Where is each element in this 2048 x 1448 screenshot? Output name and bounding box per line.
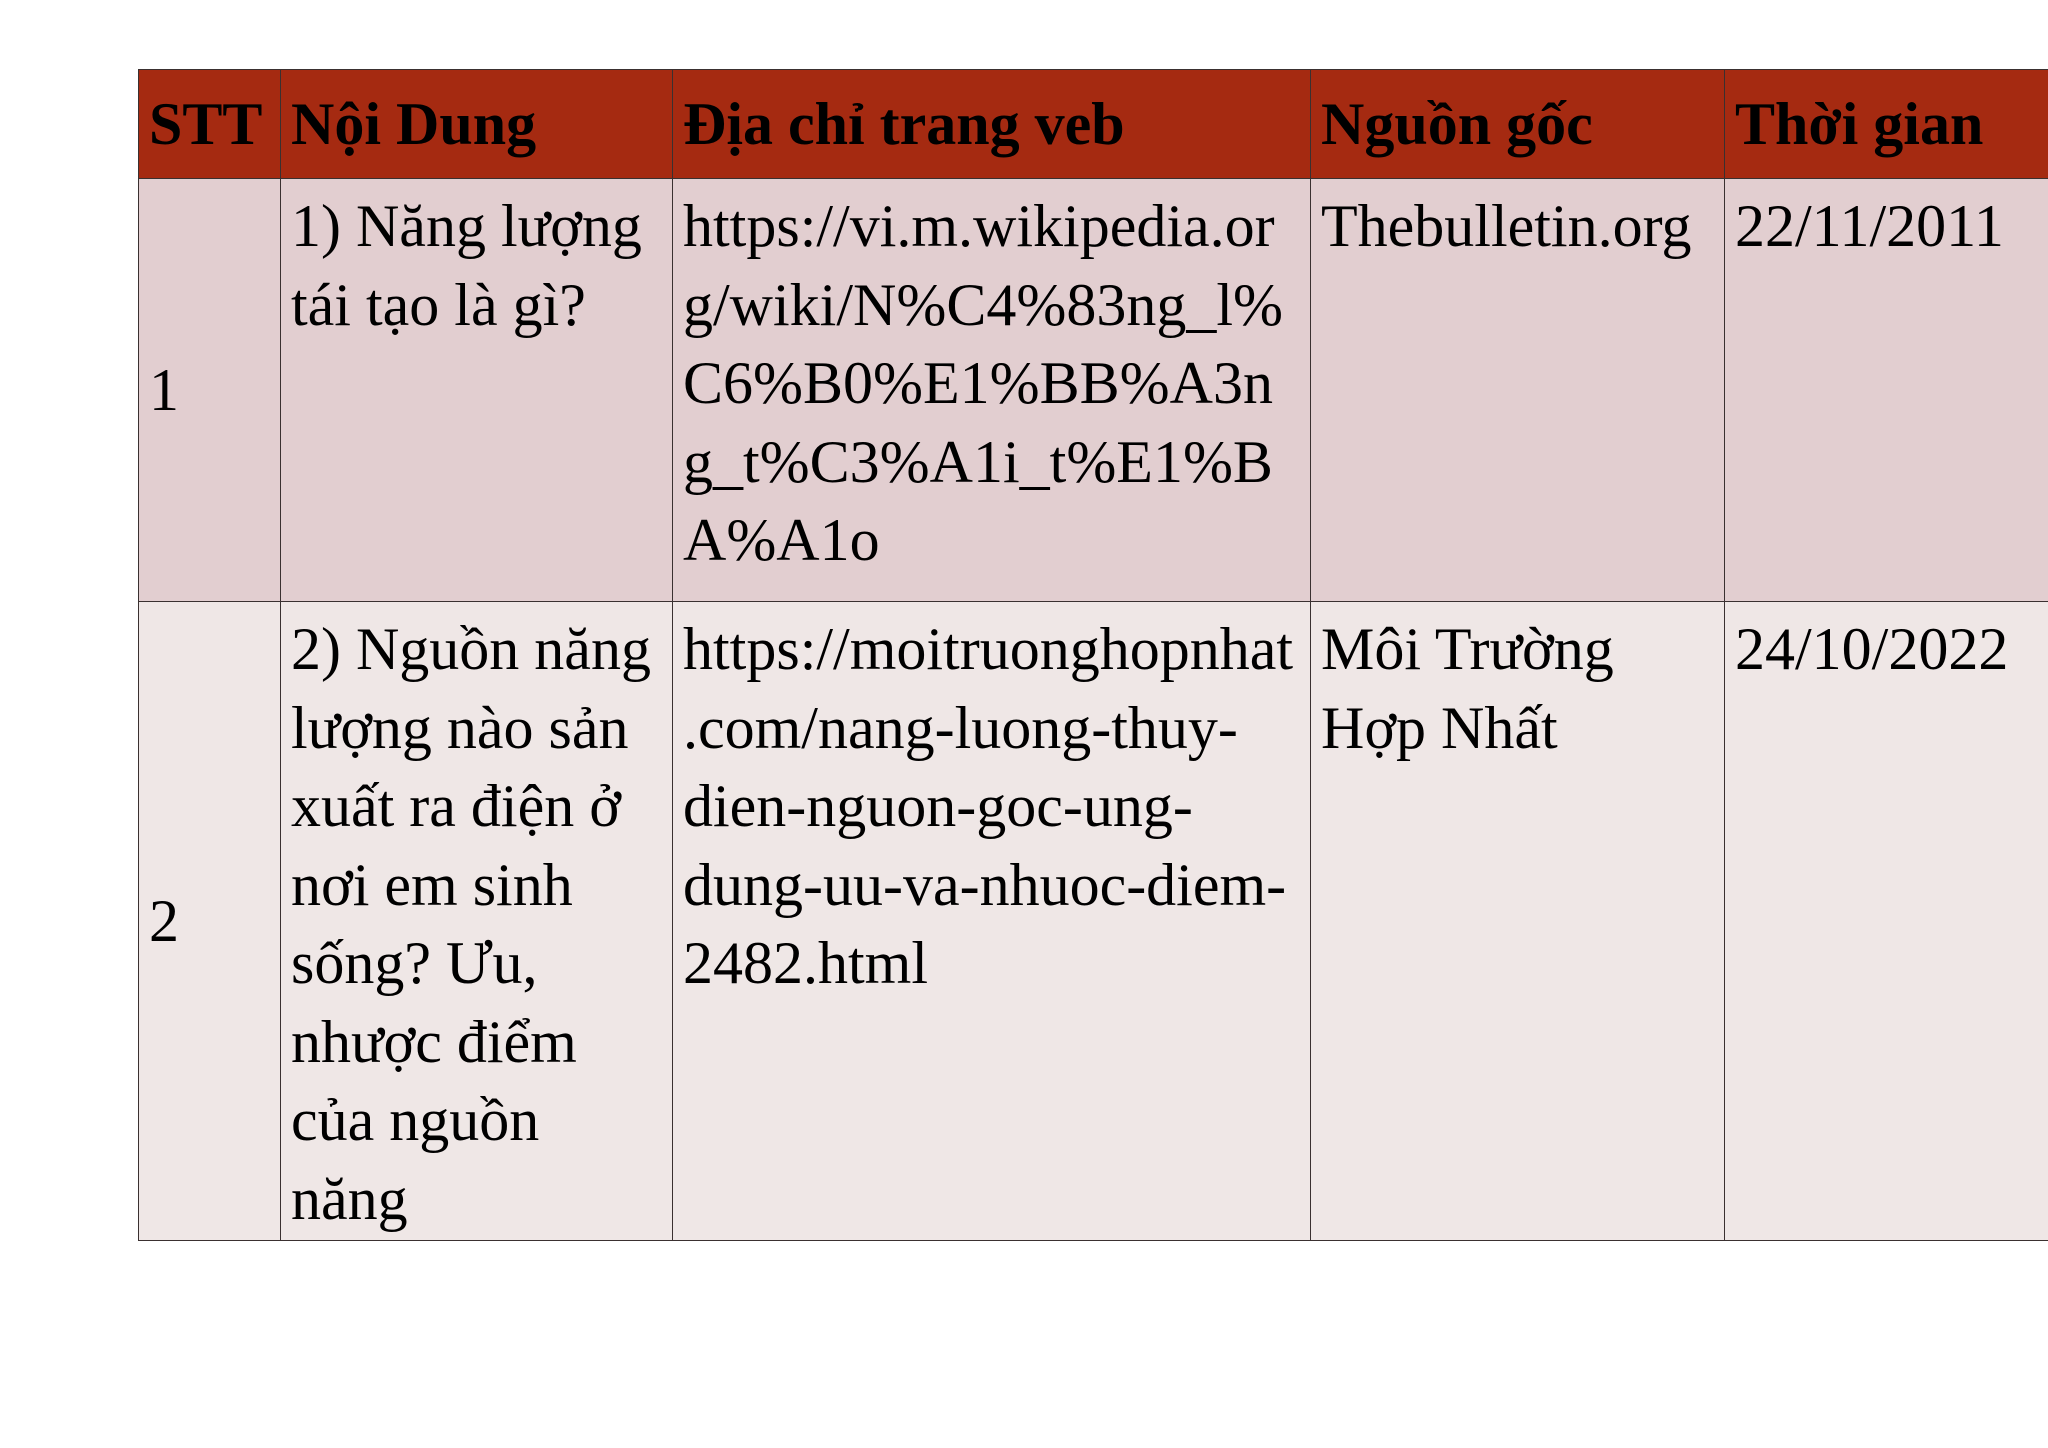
header-stt: STT <box>139 70 281 179</box>
row-source-text: Môi Trường Hợp Nhất <box>1321 616 1614 761</box>
row-date-text: 22/11/2011 <box>1735 193 2004 259</box>
row-number: 1 <box>139 179 281 602</box>
row-content-text: 2) Nguồn năng lượng nào sản xuất ra điện ở nơi em sinh sống? Ưu, nhược điểm của nguồn năng <box>291 616 651 1232</box>
row-source <box>1311 602 1725 1241</box>
header-url: Địa chỉ trang veb <box>673 70 1311 179</box>
row-url <box>673 179 1311 602</box>
row-content-text: 1) Năng lượng tái tạo là gì? <box>291 193 642 338</box>
row-url-text: https://moitruonghopnhat.com/nang-luong-thuy-dien-nguon-goc-ung-dung-uu-va-nhuoc-diem-2482.html <box>683 616 1293 996</box>
row-date <box>1725 602 2048 1241</box>
row-date <box>1725 179 2048 602</box>
row-source-text: Thebulletin.org <box>1321 193 1692 259</box>
row-url <box>673 602 1311 1241</box>
row-date-text: 24/10/2022 <box>1735 616 2009 682</box>
row-content <box>281 179 673 602</box>
row-source <box>1311 179 1725 602</box>
header-date: Thời gian <box>1725 70 2048 179</box>
row-url-text: https://vi.m.wikipedia.org/wiki/N%C4%83ng_l%C6%B0%E1%BB%A3ng_t%C3%A1i_t%E1%BA%A1o <box>683 193 1283 573</box>
sources-table <box>138 69 2048 1241</box>
row-number: 2 <box>139 602 281 1241</box>
table-row <box>139 179 2048 602</box>
row-content <box>281 602 673 1241</box>
table-row <box>139 602 2048 1241</box>
header-source: Nguồn gốc <box>1311 70 1725 179</box>
table-header-row <box>139 70 2048 179</box>
header-content: Nội Dung <box>281 70 673 179</box>
